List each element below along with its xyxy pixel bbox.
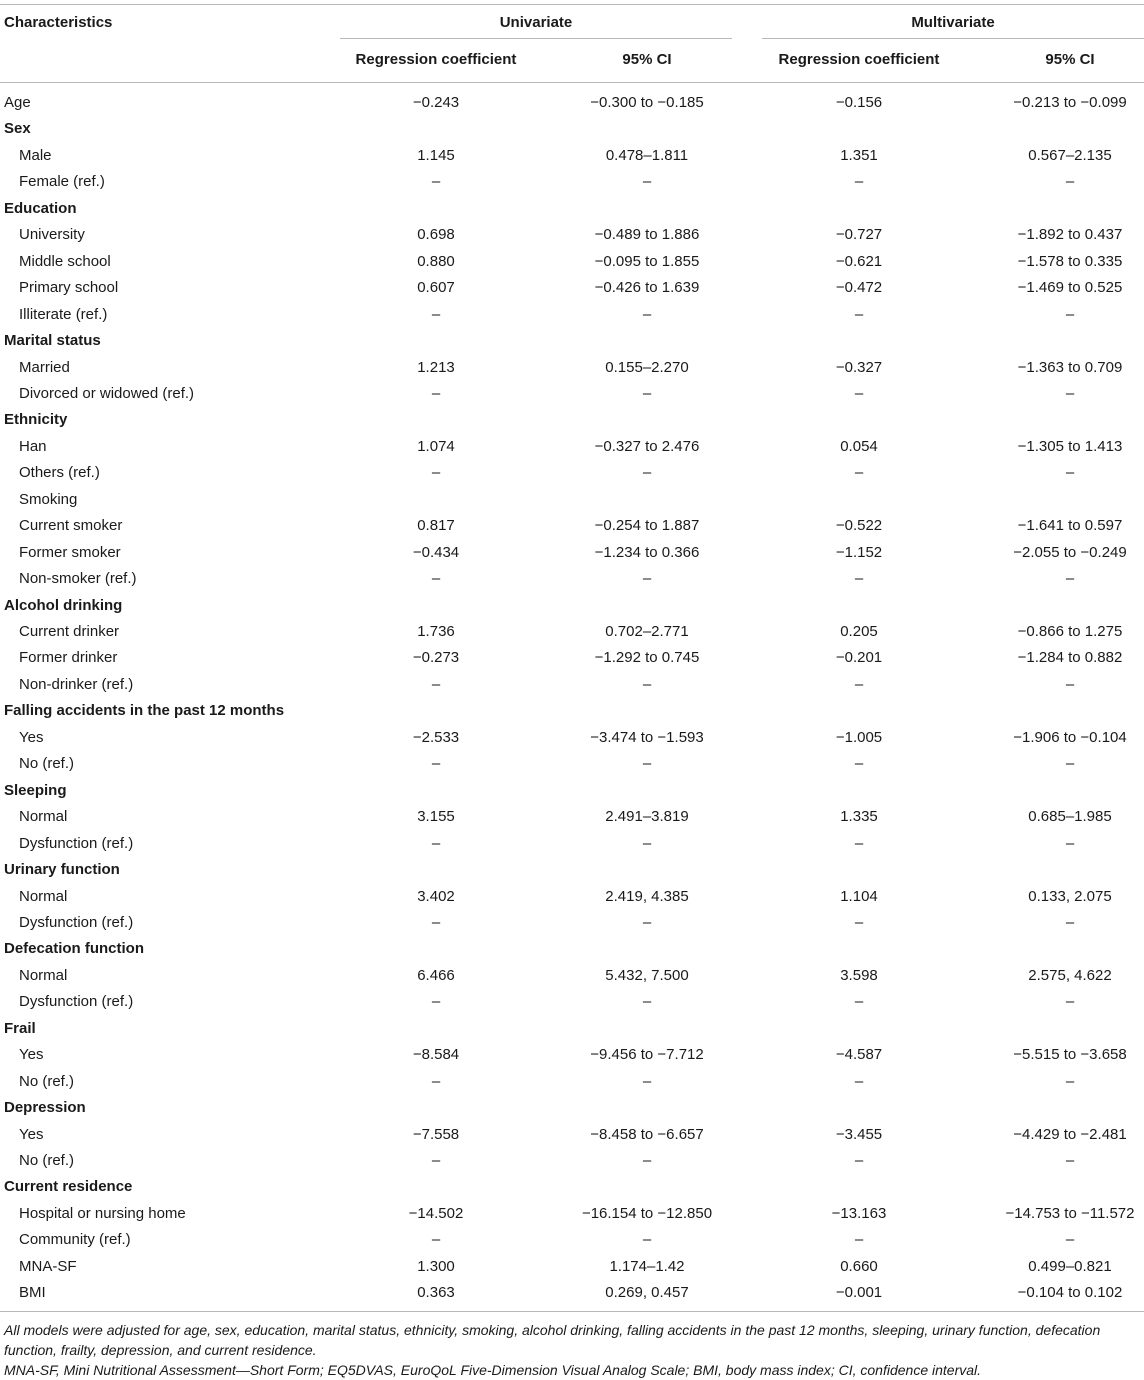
cell-multivariate-ci: – <box>1065 993 1075 1010</box>
section-heading: Frail <box>4 1020 36 1037</box>
cell-univariate-regression-coefficient: – <box>431 835 441 852</box>
cell-multivariate-regression-coefficient: – <box>854 676 864 693</box>
cell-multivariate-ci: – <box>1065 914 1075 931</box>
row-label: Non-drinker (ref.) <box>19 676 134 693</box>
cell-univariate-ci: – <box>642 570 652 587</box>
cell-univariate-regression-coefficient: −0.273 <box>412 649 460 666</box>
cell-univariate-ci: 0.478–1.811 <box>605 147 689 164</box>
cell-univariate-ci: 2.491–3.819 <box>605 808 689 825</box>
cell-univariate-ci: – <box>642 914 652 931</box>
row-label: Han <box>19 438 47 455</box>
cell-multivariate-ci: −0.104 to 0.102 <box>1017 1284 1123 1301</box>
cell-multivariate-ci: −1.641 to 0.597 <box>1017 517 1123 534</box>
cell-multivariate-ci: 0.499–0.821 <box>1028 1258 1112 1275</box>
cell-univariate-regression-coefficient: −2.533 <box>412 729 460 746</box>
cell-multivariate-regression-coefficient: −0.727 <box>835 226 883 243</box>
cell-multivariate-ci: −1.906 to −0.104 <box>1013 729 1127 746</box>
cell-univariate-ci: 5.432, 7.500 <box>605 967 689 984</box>
cell-multivariate-ci: – <box>1065 676 1075 693</box>
cell-multivariate-regression-coefficient: – <box>854 306 864 323</box>
cell-multivariate-ci: – <box>1065 385 1075 402</box>
row-label: MNA-SF <box>19 1258 77 1275</box>
cell-univariate-regression-coefficient: 0.880 <box>417 253 455 270</box>
row-label: Divorced or widowed (ref.) <box>19 385 195 402</box>
cell-univariate-regression-coefficient: −14.502 <box>408 1205 464 1222</box>
cell-univariate-ci: 0.269, 0.457 <box>605 1284 689 1301</box>
cell-multivariate-ci: −2.055 to −0.249 <box>1013 544 1127 561</box>
cell-univariate-ci: −9.456 to −7.712 <box>590 1046 704 1063</box>
row-label: No (ref.) <box>19 1073 75 1090</box>
cell-multivariate-regression-coefficient: – <box>854 914 864 931</box>
cell-multivariate-ci: 0.685–1.985 <box>1028 808 1112 825</box>
row-label: Dysfunction (ref.) <box>19 993 134 1010</box>
row-label: Yes <box>19 1046 44 1063</box>
cell-multivariate-regression-coefficient: 0.205 <box>840 623 878 640</box>
header-multivariate: Multivariate <box>911 14 995 31</box>
row-label: Dysfunction (ref.) <box>19 835 134 852</box>
cell-univariate-ci: 1.174–1.42 <box>609 1258 685 1275</box>
row-label: Normal <box>19 888 68 905</box>
cell-multivariate-ci: – <box>1065 835 1075 852</box>
section-heading: Current residence <box>4 1178 133 1195</box>
section-heading: Sex <box>4 120 31 137</box>
header-bottom-rule <box>0 82 1144 83</box>
cell-univariate-ci: – <box>642 993 652 1010</box>
cell-multivariate-regression-coefficient: −1.152 <box>835 544 883 561</box>
cell-univariate-ci: 0.702–2.771 <box>605 623 689 640</box>
cell-multivariate-ci: 0.133, 2.075 <box>1028 888 1112 905</box>
cell-multivariate-ci: – <box>1065 1152 1075 1169</box>
cell-univariate-regression-coefficient: 0.817 <box>417 517 455 534</box>
cell-univariate-regression-coefficient: −0.434 <box>412 544 460 561</box>
cell-univariate-regression-coefficient: 1.300 <box>417 1258 455 1275</box>
footnote-abbreviations: MNA-SF, Mini Nutritional Assessment—Short Form; EQ5DVAS, EuroQoL Five-Dimension Visual Analog Scale; BMI, body mass index; CI, confidence interval. <box>4 1362 982 1378</box>
cell-multivariate-ci: −5.515 to −3.658 <box>1013 1046 1127 1063</box>
cell-multivariate-ci: −1.469 to 0.525 <box>1017 279 1123 296</box>
cell-univariate-regression-coefficient: – <box>431 1231 441 1248</box>
cell-multivariate-regression-coefficient: – <box>854 755 864 772</box>
cell-multivariate-regression-coefficient: −3.455 <box>835 1126 883 1143</box>
table-top-rule <box>0 4 1144 5</box>
cell-multivariate-regression-coefficient: – <box>854 993 864 1010</box>
table-footnotes <box>4 1320 1140 1380</box>
section-heading: Defecation function <box>4 940 145 957</box>
header-multivariate-regression-coefficient: Regression coefficient <box>778 51 940 68</box>
cell-univariate-ci: 2.419, 4.385 <box>605 888 689 905</box>
footnote-adjustment: All models were adjusted for age, sex, education, marital status, ethnicity, smoking, alcohol drinking, falling accidents in the past 12 months, sleeping, urinary function, defecation function, frailty, depression, and current residence. <box>4 1322 1101 1358</box>
cell-univariate-regression-coefficient: – <box>431 173 441 190</box>
cell-multivariate-ci: −1.363 to 0.709 <box>1017 359 1123 376</box>
cell-univariate-regression-coefficient: 0.363 <box>417 1284 455 1301</box>
cell-multivariate-regression-coefficient: – <box>854 464 864 481</box>
row-label: Primary school <box>19 279 119 296</box>
row-label: Married <box>19 359 70 376</box>
multivariate-group-rule <box>762 38 1144 39</box>
cell-univariate-ci: −3.474 to −1.593 <box>590 729 704 746</box>
section-heading: Education <box>4 200 77 217</box>
cell-multivariate-regression-coefficient: 0.660 <box>840 1258 878 1275</box>
cell-multivariate-regression-coefficient: −0.621 <box>835 253 883 270</box>
row-label: Dysfunction (ref.) <box>19 914 134 931</box>
cell-univariate-regression-coefficient: −0.243 <box>412 94 460 111</box>
row-label: Illiterate (ref.) <box>19 306 108 323</box>
cell-multivariate-regression-coefficient: 1.351 <box>840 147 878 164</box>
cell-multivariate-ci: 2.575, 4.622 <box>1028 967 1112 984</box>
cell-multivariate-regression-coefficient: −0.156 <box>835 94 883 111</box>
cell-multivariate-ci: −1.892 to 0.437 <box>1017 226 1123 243</box>
row-label: Hospital or nursing home <box>19 1205 186 1222</box>
cell-univariate-ci: – <box>642 464 652 481</box>
cell-univariate-regression-coefficient: 3.402 <box>417 888 455 905</box>
cell-univariate-regression-coefficient: – <box>431 1152 441 1169</box>
cell-univariate-regression-coefficient: – <box>431 914 441 931</box>
row-label: Yes <box>19 729 44 746</box>
row-label: Normal <box>19 808 68 825</box>
cell-multivariate-regression-coefficient: – <box>854 173 864 190</box>
cell-univariate-regression-coefficient: 3.155 <box>417 808 455 825</box>
cell-univariate-regression-coefficient: 0.698 <box>417 226 455 243</box>
cell-univariate-regression-coefficient: – <box>431 993 441 1010</box>
cell-univariate-regression-coefficient: – <box>431 570 441 587</box>
cell-univariate-regression-coefficient: 0.607 <box>417 279 455 296</box>
cell-univariate-regression-coefficient: 1.736 <box>417 623 455 640</box>
cell-univariate-ci: – <box>642 1231 652 1248</box>
row-label: No (ref.) <box>19 1152 75 1169</box>
row-label: University <box>19 226 85 243</box>
cell-multivariate-ci: −0.213 to −0.099 <box>1013 94 1127 111</box>
cell-univariate-ci: – <box>642 385 652 402</box>
section-heading: Depression <box>4 1099 86 1116</box>
cell-univariate-ci: – <box>642 676 652 693</box>
cell-univariate-regression-coefficient: 1.213 <box>417 359 455 376</box>
cell-multivariate-regression-coefficient: −1.005 <box>835 729 883 746</box>
cell-univariate-regression-coefficient: 1.145 <box>417 147 455 164</box>
cell-multivariate-regression-coefficient: – <box>854 1152 864 1169</box>
cell-multivariate-regression-coefficient: 3.598 <box>840 967 878 984</box>
cell-multivariate-regression-coefficient: – <box>854 1231 864 1248</box>
section-heading: Sleeping <box>4 782 67 799</box>
section-heading: Alcohol drinking <box>4 597 123 614</box>
cell-multivariate-regression-coefficient: −0.201 <box>835 649 883 666</box>
header-multivariate-ci: 95% CI <box>1045 51 1095 68</box>
cell-univariate-ci: −1.292 to 0.745 <box>594 649 700 666</box>
section-heading: Falling accidents in the past 12 months <box>4 702 285 719</box>
cell-univariate-ci: −0.327 to 2.476 <box>594 438 700 455</box>
cell-univariate-regression-coefficient: – <box>431 464 441 481</box>
row-label: Smoking <box>19 491 78 508</box>
cell-univariate-regression-coefficient: – <box>431 755 441 772</box>
cell-multivariate-ci: – <box>1065 755 1075 772</box>
section-heading: Urinary function <box>4 861 120 878</box>
cell-univariate-ci: – <box>642 835 652 852</box>
cell-multivariate-ci: −4.429 to −2.481 <box>1013 1126 1127 1143</box>
cell-univariate-ci: – <box>642 1073 652 1090</box>
cell-multivariate-ci: −1.284 to 0.882 <box>1017 649 1123 666</box>
cell-univariate-ci: – <box>642 306 652 323</box>
row-label: No (ref.) <box>19 755 75 772</box>
row-label: Former drinker <box>19 649 118 666</box>
cell-multivariate-ci: – <box>1065 1073 1075 1090</box>
cell-multivariate-regression-coefficient: −0.522 <box>835 517 883 534</box>
cell-multivariate-regression-coefficient: −0.327 <box>835 359 883 376</box>
cell-multivariate-ci: – <box>1065 306 1075 323</box>
row-label: Female (ref.) <box>19 173 105 190</box>
row-label: Former smoker <box>19 544 121 561</box>
header-univariate-regression-coefficient: Regression coefficient <box>355 51 517 68</box>
cell-multivariate-regression-coefficient: −4.587 <box>835 1046 883 1063</box>
cell-univariate-ci: −0.426 to 1.639 <box>594 279 700 296</box>
cell-univariate-regression-coefficient: – <box>431 385 441 402</box>
cell-multivariate-ci: – <box>1065 1231 1075 1248</box>
univariate-group-rule <box>340 38 732 39</box>
cell-multivariate-regression-coefficient: 1.104 <box>840 888 878 905</box>
cell-multivariate-ci: −1.305 to 1.413 <box>1017 438 1123 455</box>
header-univariate: Univariate <box>499 14 573 31</box>
cell-multivariate-ci: – <box>1065 173 1075 190</box>
row-label: BMI <box>19 1284 46 1301</box>
cell-univariate-regression-coefficient: −8.584 <box>412 1046 460 1063</box>
row-label: Age <box>4 94 31 111</box>
cell-multivariate-regression-coefficient: −13.163 <box>831 1205 887 1222</box>
cell-multivariate-ci: – <box>1065 570 1075 587</box>
cell-multivariate-regression-coefficient: 1.335 <box>840 808 878 825</box>
row-label: Normal <box>19 967 68 984</box>
cell-univariate-regression-coefficient: – <box>431 676 441 693</box>
cell-univariate-ci: −0.489 to 1.886 <box>594 226 700 243</box>
row-label: Yes <box>19 1126 44 1143</box>
cell-multivariate-regression-coefficient: −0.472 <box>835 279 883 296</box>
cell-multivariate-ci: −14.753 to −11.572 <box>1005 1205 1135 1222</box>
row-label: Middle school <box>19 253 111 270</box>
cell-multivariate-ci: −1.578 to 0.335 <box>1017 253 1123 270</box>
row-label: Current smoker <box>19 517 123 534</box>
cell-univariate-ci: −16.154 to −12.850 <box>581 1205 713 1222</box>
cell-univariate-regression-coefficient: – <box>431 306 441 323</box>
cell-univariate-regression-coefficient: 1.074 <box>417 438 455 455</box>
row-label: Others (ref.) <box>19 464 100 481</box>
cell-multivariate-regression-coefficient: 0.054 <box>840 438 878 455</box>
cell-multivariate-regression-coefficient: – <box>854 1073 864 1090</box>
cell-univariate-regression-coefficient: – <box>431 1073 441 1090</box>
cell-univariate-ci: – <box>642 755 652 772</box>
cell-multivariate-regression-coefficient: −0.001 <box>835 1284 883 1301</box>
cell-univariate-regression-coefficient: −7.558 <box>412 1126 460 1143</box>
cell-multivariate-ci: – <box>1065 464 1075 481</box>
cell-multivariate-ci: −0.866 to 1.275 <box>1017 623 1123 640</box>
row-label: Community (ref.) <box>19 1231 131 1248</box>
cell-multivariate-regression-coefficient: – <box>854 835 864 852</box>
cell-univariate-ci: −0.254 to 1.887 <box>594 517 700 534</box>
cell-univariate-ci: – <box>642 173 652 190</box>
cell-univariate-ci: −0.095 to 1.855 <box>594 253 700 270</box>
section-heading: Marital status <box>4 332 101 349</box>
cell-multivariate-regression-coefficient: – <box>854 570 864 587</box>
cell-univariate-ci: 0.155–2.270 <box>605 359 689 376</box>
header-characteristics: Characteristics <box>4 14 113 31</box>
cell-univariate-regression-coefficient: 6.466 <box>417 967 455 984</box>
cell-univariate-ci: −0.300 to −0.185 <box>590 94 704 111</box>
cell-univariate-ci: −1.234 to 0.366 <box>594 544 700 561</box>
header-univariate-ci: 95% CI <box>622 51 672 68</box>
cell-univariate-ci: −8.458 to −6.657 <box>590 1126 704 1143</box>
cell-multivariate-ci: 0.567–2.135 <box>1028 147 1112 164</box>
table-bottom-rule <box>0 1311 1144 1312</box>
row-label: Non-smoker (ref.) <box>19 570 137 587</box>
row-label: Male <box>19 147 52 164</box>
row-label: Current drinker <box>19 623 120 640</box>
cell-multivariate-regression-coefficient: – <box>854 385 864 402</box>
section-heading: Ethnicity <box>4 411 68 428</box>
cell-univariate-ci: – <box>642 1152 652 1169</box>
